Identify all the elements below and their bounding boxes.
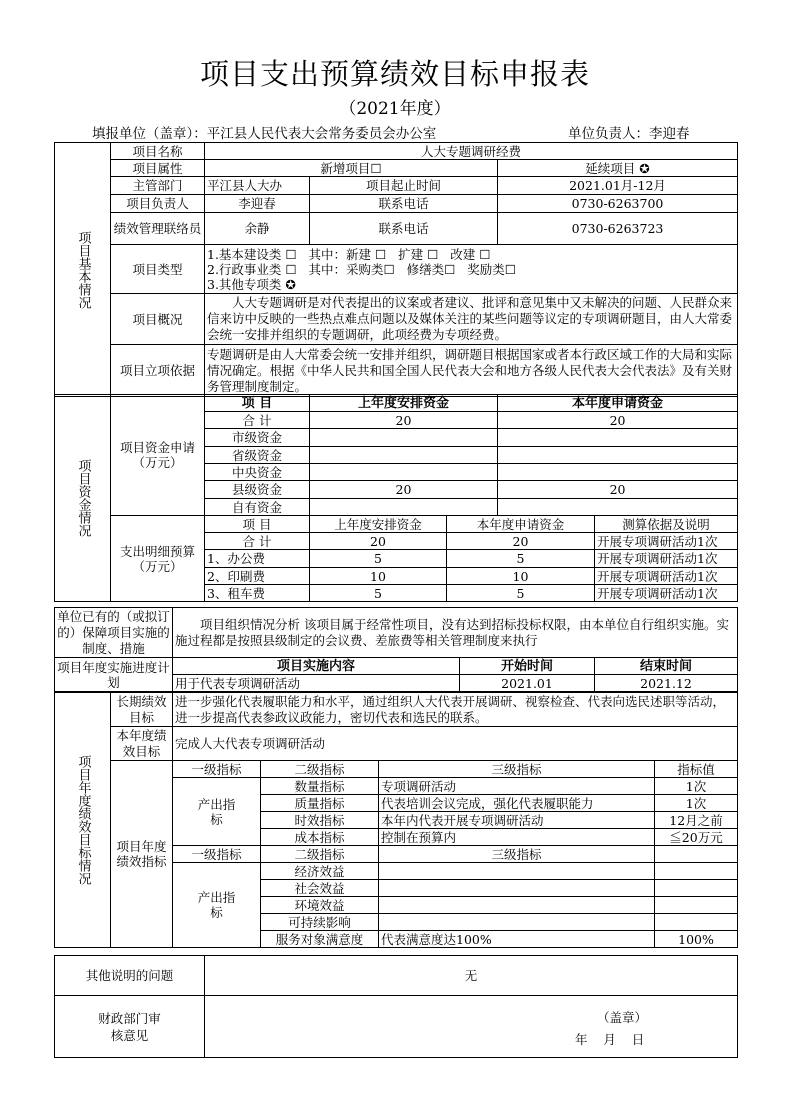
lvl3-head: 三级指标 [379, 761, 655, 778]
detail-row-note: 开展专项调研活动1次 [595, 550, 738, 568]
goals-section-label: 项目年度绩效目标情况 [55, 693, 111, 948]
apply-head-item: 项 目 [205, 395, 310, 412]
goals-table [54, 692, 738, 948]
group2-v [655, 863, 738, 880]
funds-table [54, 394, 738, 602]
group1-v: 1次 [655, 778, 738, 795]
review-seal: （盖章） [597, 1010, 648, 1025]
dept-value: 平江县人大办 [205, 177, 310, 195]
apply-row-name: 省级资金 [205, 447, 310, 464]
apply-row-this: 20 [498, 412, 738, 429]
apply-row-name: 市级资金 [205, 429, 310, 447]
group1-l2: 时效指标 [261, 812, 379, 829]
review-box [205, 996, 738, 1058]
contact-value: 余静 [205, 213, 310, 245]
group2-l3 [379, 914, 655, 931]
group1-v: 12月之前 [655, 812, 738, 829]
long-text: 进一步强化代表履职能力和水平，通过组织人大代表开展调研、视察检查、代表向选民述职等活动，进一步提高代表参政议政能力，密切代表和选民的联系。 [173, 693, 738, 727]
review-date: 年 月 日 [575, 1032, 645, 1047]
group2-l3 [379, 897, 655, 914]
apply-row-last [310, 447, 498, 464]
contact-label: 绩效管理联络员 [111, 213, 205, 245]
detail-head-item: 项 目 [205, 516, 310, 533]
detail-row-name: 3、租车费 [205, 585, 310, 602]
plan-content: 用于代表专项调研活动 [173, 675, 460, 692]
apply-row-last [310, 429, 498, 447]
plan-label: 项目年度实施进度计划 [55, 658, 173, 692]
lvl3-head-2: 三级指标 [379, 846, 655, 863]
lvl1-head-2: 一级指标 [173, 846, 261, 863]
group2-l2: 社会效益 [261, 880, 379, 897]
detail-row-note: 开展专项调研活动1次 [595, 533, 738, 550]
basic-section-label: 项目基本情况 [55, 143, 111, 397]
apply-row-last: 20 [310, 412, 498, 429]
apply-row-name: 县级资金 [205, 481, 310, 499]
year-label: 本年度绩效目标 [111, 727, 173, 761]
attr-label: 项目属性 [111, 160, 205, 177]
detail-row-name: 合 计 [205, 533, 310, 550]
apply-row-this [498, 499, 738, 516]
lvl1-head: 一级指标 [173, 761, 261, 778]
other-review-table [54, 955, 738, 1058]
group1-l2: 数量指标 [261, 778, 379, 795]
detail-row-name: 1、办公费 [205, 550, 310, 568]
year-text: 完成人大代表专项调研活动 [173, 727, 738, 761]
apply-row-last [310, 499, 498, 516]
basis-label: 项目立项依据 [111, 345, 205, 397]
group2-l3: 代表满意度达100% [379, 931, 655, 948]
other-value: 无 [205, 956, 738, 996]
indicator-label: 项目年度绩效指标 [111, 761, 173, 948]
name-value: 人大专题调研经费 [205, 143, 738, 160]
lvl2-head: 二级指标 [261, 761, 379, 778]
group1-l3: 专项调研活动 [379, 778, 655, 795]
group2-label: 产出指标 [173, 863, 261, 948]
group1-l3: 本年内代表开展专项调研活动 [379, 812, 655, 829]
detail-row-last: 5 [310, 585, 447, 602]
plan-head-end: 结束时间 [595, 658, 738, 675]
apply-row-last [310, 464, 498, 481]
detail-head-this: 本年度申请资金 [447, 516, 595, 533]
type-line-1[interactable]: 1.基本建设类 ☐ 其中：新建 ☐ 扩建 ☐ 改建 ☐ [207, 246, 491, 262]
overview-text: 人大专题调研是对代表提出的议案或者建议、批评和意见集中又未解决的问题、人民群众来信来访中反映的一些热点难点问题以及媒体关注的某些问题等议定的专项调研题目，由人大常委会统一安排并组织的专题调研，此项经费为专项经费。 [205, 294, 738, 345]
name-label: 项目名称 [111, 143, 205, 160]
apply-label: 项目资金申请（万元） [111, 395, 205, 516]
apply-row-name: 合 计 [205, 412, 310, 429]
phone-label: 联系电话 [310, 195, 498, 213]
detail-row-this: 20 [447, 533, 595, 550]
type-line-3[interactable]: 3.其他专项类 ✪ [207, 276, 296, 292]
lvl2-head-2: 二级指标 [261, 846, 379, 863]
form-year: （2021年度） [339, 99, 451, 119]
detail-row-note: 开展专项调研活动1次 [595, 568, 738, 585]
detail-label: 支出明细预算（万元） [111, 516, 205, 602]
phone2-label: 联系电话 [310, 213, 498, 245]
group2-l2: 可持续影响 [261, 914, 379, 931]
long-label: 长期绩效目标 [111, 693, 173, 727]
overview-label: 项目概况 [111, 294, 205, 345]
group1-l3: 控制在预算内 [379, 829, 655, 846]
attr-new[interactable]: 新增项目☐ [205, 160, 498, 177]
filler-unit: 填报单位（盖章）：平江县人民代表大会常务委员会办公室 [92, 126, 437, 142]
phone2-value: 0730-6263723 [498, 213, 738, 245]
type-options [205, 245, 738, 294]
apply-row-this [498, 429, 738, 447]
group2-l2: 环境效益 [261, 897, 379, 914]
detail-head-last: 上年度安排资金 [310, 516, 447, 533]
other-label: 其他说明的问题 [55, 956, 205, 996]
leader-label: 项目负责人 [111, 195, 205, 213]
detail-row-name: 2、印刷费 [205, 568, 310, 585]
review-label: 财政部门审核意见 [55, 996, 205, 1058]
attr-continue[interactable]: 延续项目 ✪ [498, 160, 738, 177]
group2-l2: 经济效益 [261, 863, 379, 880]
system-text: 项目组织情况分析 该项目属于经常性项目，没有达到招标投标权限，由本单位自行组织实施。实施过程都是按照县级制定的会议费、差旅费等相关管理制度来执行 [173, 608, 738, 658]
apply-row-this [498, 464, 738, 481]
group1-v: ≦20万元 [655, 829, 738, 846]
plan-start: 2021.01 [460, 675, 595, 692]
phone-value: 0730-6263700 [498, 195, 738, 213]
period-value: 2021.01月-12月 [498, 177, 738, 195]
unit-head: 单位负责人：李迎春 [568, 126, 690, 142]
apply-row-name: 自有资金 [205, 499, 310, 516]
group2-l3 [379, 863, 655, 880]
group1-l2: 质量指标 [261, 795, 379, 812]
detail-row-this: 5 [447, 585, 595, 602]
detail-row-last: 10 [310, 568, 447, 585]
type-line-2[interactable]: 2.行政事业类 ☐ 其中：采购类☐ 修缮类☐ 奖励类☐ [207, 261, 516, 277]
detail-row-this: 10 [447, 568, 595, 585]
system-label: 单位已有的（或拟订的）保障项目实施的制度、措施 [55, 608, 173, 658]
basis-text: 专题调研是由人大常委会统一安排并组织，调研题目根据国家或者本行政区域工作的大局和实际情况确定。根据《中华人民共和国全国人民代表大会和地方各级人民代表大会代表法》及有关财务管理制度制定。 [205, 345, 738, 397]
group2-v [655, 880, 738, 897]
detail-row-this: 5 [447, 550, 595, 568]
plan-end: 2021.12 [595, 675, 738, 692]
group2-v [655, 914, 738, 931]
apply-row-name: 中央资金 [205, 464, 310, 481]
group2-l2: 服务对象满意度 [261, 931, 379, 948]
detail-row-last: 20 [310, 533, 447, 550]
type-label: 项目类型 [111, 245, 205, 294]
dept-label: 主管部门 [111, 177, 205, 195]
plan-head-content: 项目实施内容 [173, 658, 460, 675]
group2-v: 100% [655, 931, 738, 948]
group2-l3 [379, 880, 655, 897]
detail-row-note: 开展专项调研活动1次 [595, 585, 738, 602]
apply-row-last: 20 [310, 481, 498, 499]
apply-row-this: 20 [498, 481, 738, 499]
form-table-upper [54, 142, 738, 397]
group1-label: 产出指标 [173, 778, 261, 846]
detail-row-last: 5 [310, 550, 447, 568]
apply-head-last: 上年度安排资金 [310, 395, 498, 412]
funds-section-label: 项目资金情况 [55, 395, 111, 602]
value-head-2 [655, 846, 738, 863]
value-head: 指标值 [655, 761, 738, 778]
apply-head-this: 本年度申请资金 [498, 395, 738, 412]
period-label: 项目起止时间 [310, 177, 498, 195]
group1-l3: 代表培训会议完成，强化代表履职能力 [379, 795, 655, 812]
group1-l2: 成本指标 [261, 829, 379, 846]
form-title: 项目支出预算绩效目标申报表 [199, 57, 590, 91]
group2-v [655, 897, 738, 914]
system-plan-table [54, 607, 738, 692]
detail-head-note: 测算依据及说明 [595, 516, 738, 533]
plan-head-start: 开始时间 [460, 658, 595, 675]
leader-value: 李迎春 [205, 195, 310, 213]
apply-row-this [498, 447, 738, 464]
group1-v: 1次 [655, 795, 738, 812]
